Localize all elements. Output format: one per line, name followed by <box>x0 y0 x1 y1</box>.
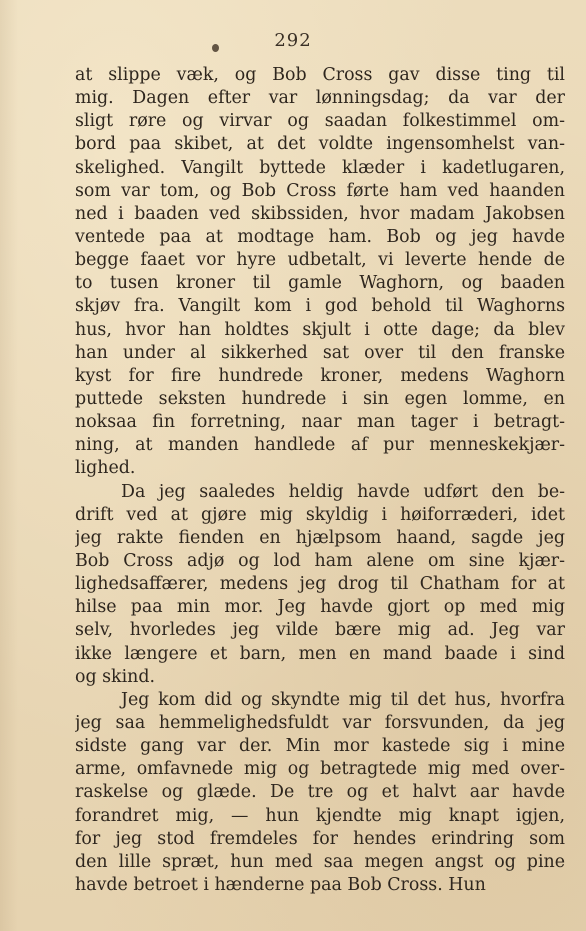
page-edge-shadow <box>0 0 18 931</box>
text-line: lighedsaffærer, medens jeg drog til Chatham for at <box>75 574 565 595</box>
text-line: sligt røre og virvar og saadan folkestimmel om- <box>75 111 565 132</box>
text-line: havde betroet i hænderne paa Bob Cross. Hun <box>75 874 486 895</box>
paragraph <box>75 481 565 689</box>
text-line: puttede seksten hundrede i sin egen lomme, en <box>75 388 565 409</box>
text-line: to tusen kroner til gamle Waghorn, og baaden <box>75 273 565 294</box>
body-text <box>75 64 565 897</box>
text-line: kyst for fire hundrede kroner, medens Waghorn <box>75 365 565 386</box>
text-line: selv, hvorledes jeg vilde bære mig ad. Jeg var <box>75 620 565 641</box>
text-line: skelighed. Vangilt byttede klæder i kadetlugaren, <box>75 157 565 178</box>
text-line: Jeg kom did og skyndte mig til det hus, hvorfra <box>121 689 565 710</box>
text-line: han under al sikkerhed sat over til den franske <box>75 342 565 363</box>
text-line: noksaa fin forretning, naar man tager i betragt- <box>75 412 565 433</box>
text-line: arme, omfavnede mig og betragtede mig med over- <box>75 759 565 780</box>
text-line: bord paa skibet, at det voldte ingensomhelst van- <box>75 134 565 155</box>
text-line: sidste gang var der. Min mor kastede sig i mine <box>75 736 565 757</box>
paragraph <box>75 689 565 897</box>
text-line: Bob Cross adjø og lod ham alene om sine kjær- <box>75 550 565 571</box>
text-line: hus, hvor han holdtes skjult i otte dage; da blev <box>75 319 565 340</box>
page-number: 292 <box>274 30 312 51</box>
text-line: Da jeg saaledes heldig havde udført den be- <box>121 481 565 502</box>
text-line: som var tom, og Bob Cross førte ham ved haanden <box>75 180 565 201</box>
text-line: jeg saa hemmelighedsfuldt var forsvunden, da jeg <box>75 712 565 733</box>
text-line: skjøv fra. Vangilt kom i god behold til Waghorns <box>75 296 565 317</box>
text-line: begge faaet vor hyre udbetalt, vi leverte hende de <box>75 250 565 271</box>
text-line: lighed. <box>75 458 136 479</box>
text-line: ventede paa at modtage ham. Bob og jeg havde <box>75 226 565 247</box>
text-line: den lille spræt, hun med saa megen angst og pine <box>75 851 565 872</box>
paragraph <box>75 64 565 481</box>
text-line: raskelse og glæde. De tre og et halvt aar havde <box>75 782 565 803</box>
text-line: for jeg stod fremdeles for hendes erindring som <box>75 828 565 849</box>
text-line: at slippe væk, og Bob Cross gav disse ting til <box>75 65 565 85</box>
text-line: drift ved at gjøre mig skyldig i høiforræderi, idet <box>75 504 565 525</box>
text-line: mig. Dagen efter var lønningsdag; da var der <box>75 88 565 109</box>
text-line: forandret mig, — hun kjendte mig knapt igjen, <box>75 805 565 826</box>
text-line: ikke længere et barn, men en mand baade i sind <box>75 643 565 664</box>
text-line: ning, at manden handlede af pur menneskekjær- <box>75 435 565 456</box>
text-line: jeg rakte fienden en hjælpsom haand, sagde jeg <box>75 527 565 548</box>
text-line: ned i baaden ved skibssiden, hvor madam Jakobsen <box>75 203 565 224</box>
text-line: og skind. <box>75 666 156 687</box>
ink-blot <box>212 44 219 52</box>
text-line: hilse paa min mor. Jeg havde gjort op med mig <box>75 597 565 618</box>
